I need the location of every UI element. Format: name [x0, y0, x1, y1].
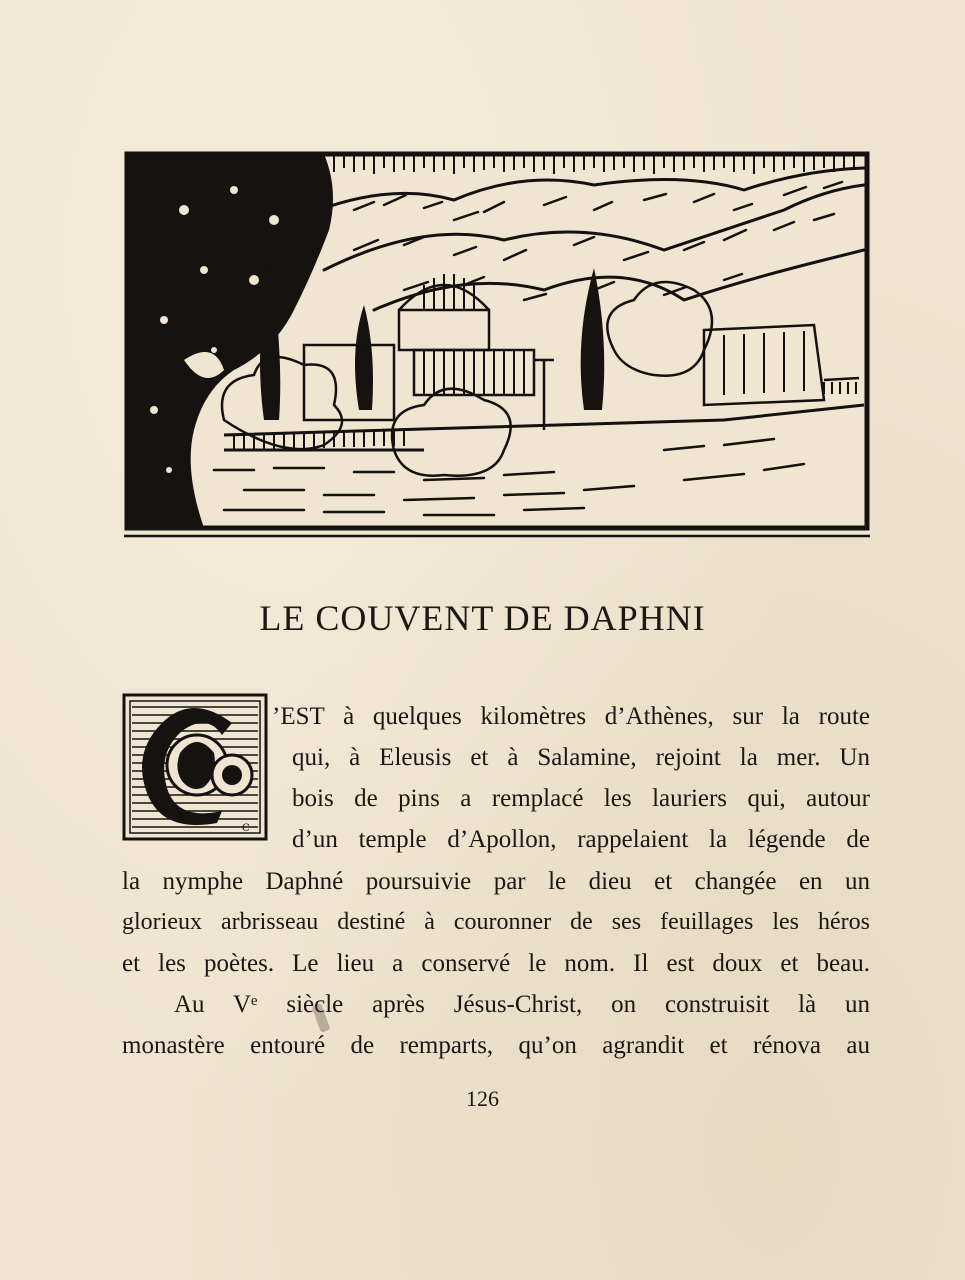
chapter-title: LE COUVENT DE DAPHNI [259, 598, 706, 638]
ornamental-drop-cap [122, 693, 268, 841]
text-line-4: d’un temple d’Apollon, rappelaient la légende de [292, 826, 870, 853]
text-line-1: ’EST à quelques kilomètres d’Athènes, sur la route [272, 703, 870, 730]
text-line-8: Au Vᵉ siècle après Jésus-Christ, on construisit là un [174, 991, 870, 1018]
text-line-9: monastère entouré de remparts, qu’on agrandit et rénova au [122, 1032, 870, 1059]
monastery-woodcut-illustration [124, 150, 870, 538]
text-line-7: et les poètes. Le lieu a conservé le nom. Il est doux et beau. [122, 950, 870, 977]
drop-cap-letter: C [242, 823, 250, 834]
page-number: 126 [466, 1086, 499, 1111]
text-line-5: la nymphe Daphné poursuivie par le dieu et changée en un [122, 868, 870, 895]
text-line-3: bois de pins a remplacé les lauriers qui, autour [292, 785, 870, 812]
text-line-2: qui, à Eleusis et à Salamine, rejoint la mer. Un [292, 744, 870, 771]
text-line-6: glorieux arbrisseau destiné à couronner de ses feuillages les héros [122, 909, 870, 935]
